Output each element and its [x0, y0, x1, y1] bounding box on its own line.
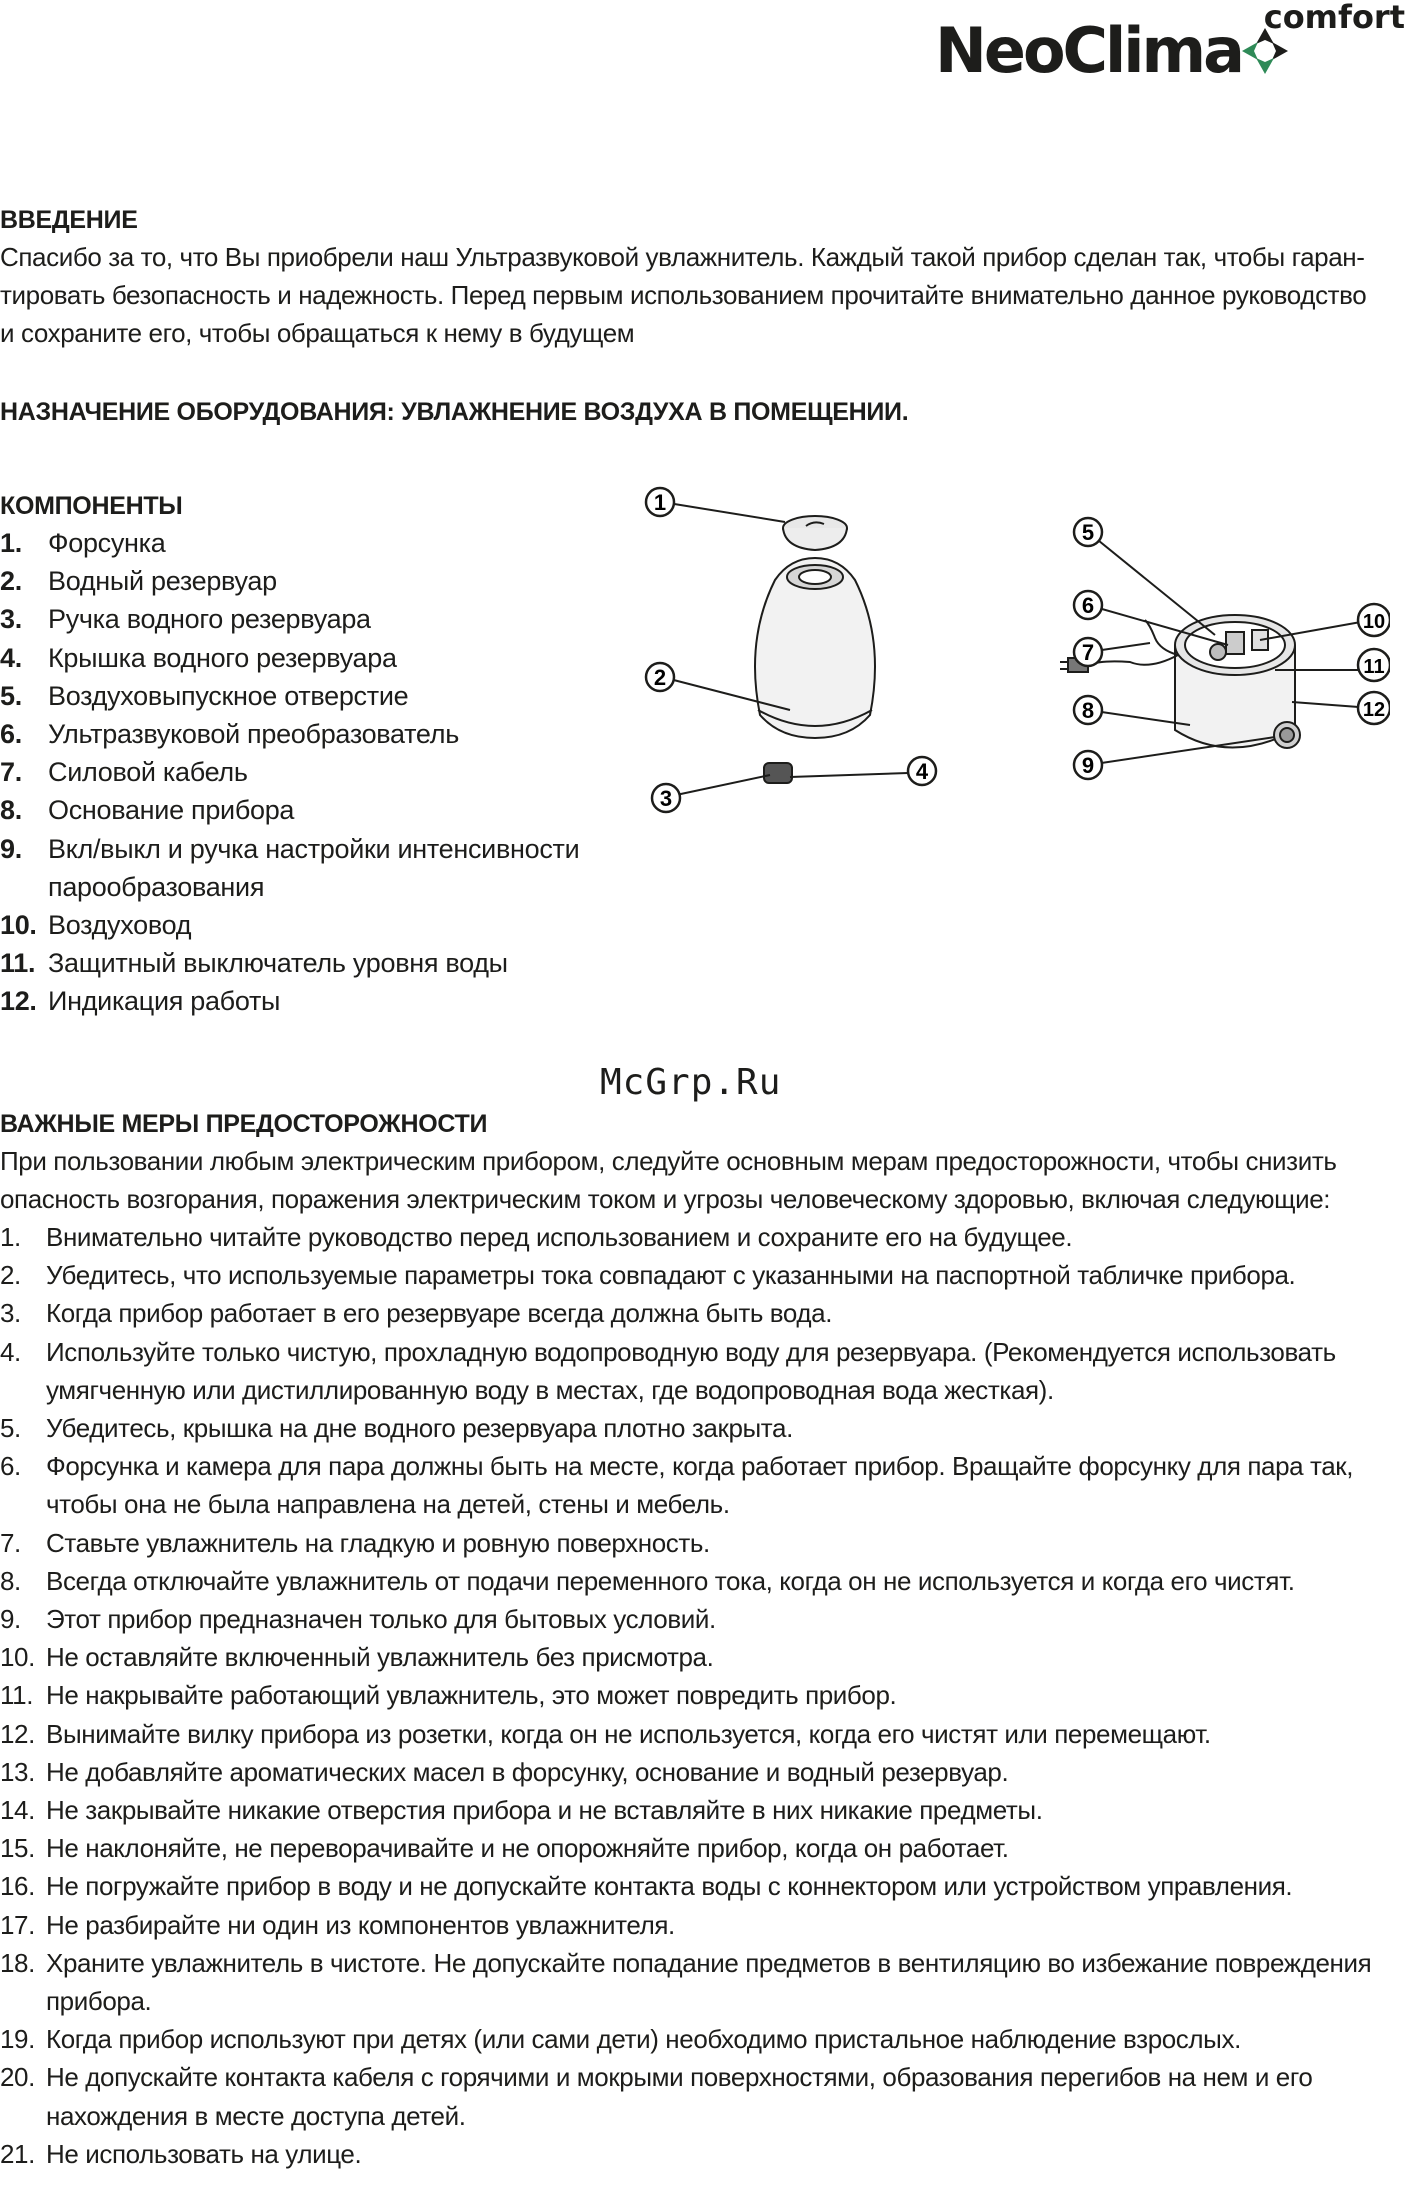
list-item: 14. Не закрывайте никакие отверстия прибора и не вставляйте в них никакие предметы. — [0, 1795, 1043, 1826]
svg-text:8: 8 — [1081, 698, 1095, 723]
svg-text:5: 5 — [1081, 520, 1095, 545]
list-item: 3. Ручка водного резервуара — [0, 604, 371, 635]
components-list — [0, 524, 600, 1021]
svg-text:10: 10 — [1362, 611, 1386, 633]
purpose-title: НАЗНАЧЕНИЕ ОБОРУДОВАНИЯ: УВЛАЖНЕНИЕ ВОЗДУХА В ПОМЕЩЕНИИ. — [0, 398, 909, 426]
list-item: 2. Убедитесь, что используемые параметры тока совпадают с указанными на паспортной табличке прибора. — [0, 1260, 1296, 1291]
watermark: McGrp.Ru — [600, 1062, 782, 1103]
svg-text:3: 3 — [659, 786, 673, 811]
callout-2 — [646, 663, 674, 691]
list-item: 5. Воздуховыпускное отверстие — [0, 680, 409, 711]
list-item: 10. Не оставляйте включенный увлажнитель без присмотра. — [0, 1642, 714, 1673]
list-item: 1. Внимательно читайте руководство перед использованием и сохраните его на будущее. — [0, 1222, 1073, 1252]
components-title: КОМПОНЕНТЫ — [0, 492, 183, 520]
precautions-intro-line: опасность возгорания, поражения электрическим током и угрозы человеческому здоровью, включая следующие: — [0, 1184, 1331, 1214]
brand-logo — [935, 0, 1405, 87]
list-item: 1. Форсунка — [0, 528, 166, 558]
svg-text:7: 7 — [1081, 640, 1095, 665]
list-item: 15. Не наклоняйте, не переворачивайте и не опорожняйте прибор, когда он работает. — [0, 1833, 1009, 1864]
callout-11 — [1358, 649, 1390, 681]
list-item: 11. Не накрывайте работающий увлажнитель, это может повредить прибор. — [0, 1680, 897, 1711]
list-item: 17. Не разбирайте ни один из компонентов увлажнителя. — [0, 1909, 675, 1940]
list-item: 21. Не использовать на улице. — [0, 2138, 362, 2169]
list-item: 9. Вкл/выкл и ручка настройки интенсивности парообразования — [0, 833, 580, 902]
svg-text:4: 4 — [915, 759, 929, 784]
list-item: 12. Индикация работы — [0, 986, 281, 1017]
humidifier-diagram — [630, 480, 1390, 840]
intro-line: тировать безопасность и надежность. Перед первым использованием прочитайте внимательно данное руководство — [0, 280, 1367, 310]
callout-3 — [652, 784, 680, 812]
intro-line: и сохраните его, чтобы обращаться к нему в будущем — [0, 318, 635, 348]
list-item: 4. Используйте только чистую, прохладную водопроводную воду для резервуара. (Рекомендуется использовать умягченную или дистиллированную воду в местах, где водопроводная вода жесткая). — [0, 1336, 1336, 1405]
callout-1 — [646, 488, 674, 516]
svg-text:9: 9 — [1081, 753, 1095, 778]
intro-title: ВВЕДЕНИЕ — [0, 206, 138, 234]
list-item: 4. Крышка водного резервуара — [0, 642, 397, 673]
list-item: 8. Основание прибора — [0, 795, 295, 826]
list-item: 9. Этот прибор предназначен только для бытовых условий. — [0, 1604, 716, 1635]
callout-9 — [1074, 751, 1102, 779]
list-item: 2. Водный резервуар — [0, 566, 277, 597]
list-item: 16. Не погружайте прибор в воду и не допускайте контакта воды с коннектором или устройством управления. — [0, 1871, 1293, 1902]
callout-6 — [1074, 591, 1102, 619]
list-item: 5. Убедитесь, крышка на дне водного резервуара плотно закрыта. — [0, 1413, 793, 1444]
list-item: 6. Форсунка и камера для пара должны быть на месте, когда работает прибор. Вращайте форсунку для пара так, чтобы она не была направлена на детей, стены и мебель. — [0, 1451, 1354, 1520]
callout-10 — [1358, 604, 1390, 636]
list-item: 8. Всегда отключайте увлажнитель от подачи переменного тока, когда он не используется и когда его чистят. — [0, 1565, 1295, 1596]
list-item: 19. Когда прибор используют при детях (или сами дети) необходимо пристальное наблюдение взрослых. — [0, 2024, 1241, 2055]
svg-text:2: 2 — [653, 665, 667, 690]
svg-text:1: 1 — [653, 490, 667, 515]
list-item: 10. Воздуховод — [0, 910, 192, 941]
list-item: 13. Не добавляйте ароматических масел в форсунку, основание и водный резервуар. — [0, 1756, 1009, 1787]
list-item: 11. Защитный выключатель уровня воды — [0, 948, 508, 979]
list-item: 12. Вынимайте вилку прибора из розетки, когда он не используется, когда его чистят или перемещают. — [0, 1718, 1211, 1749]
list-item: 3. Когда прибор работает в его резервуаре всегда должна быть вода. — [0, 1298, 833, 1329]
callout-4 — [908, 757, 936, 785]
purpose-section — [0, 394, 1400, 430]
svg-text:12: 12 — [1362, 699, 1386, 721]
brand-name: NeoClima — [935, 14, 1242, 87]
list-item: 6. Ультразвуковой преобразователь — [0, 719, 459, 750]
list-item: 20. Не допускайте контакта кабеля с горячими и мокрыми поверхностями, образования перегибов на нем и его нахождения в месте доступа детей. — [0, 2062, 1313, 2131]
callout-8 — [1074, 696, 1102, 724]
svg-text:11: 11 — [1363, 656, 1385, 678]
precautions-intro-line: При пользовании любым электрическим прибором, следуйте основным мерам предосторожности, чтобы снизить — [0, 1146, 1337, 1176]
components-section — [0, 488, 600, 1021]
list-item: 7. Ставьте увлажнитель на гладкую и ровную поверхность. — [0, 1527, 710, 1558]
list-item: 18. Храните увлажнитель в чистоте. Не допускайте попадание предметов в вентиляцию во избежание повреждения прибора. — [0, 1947, 1372, 2017]
callout-5 — [1074, 518, 1102, 546]
precautions-title: ВАЖНЫЕ МЕРЫ ПРЕДОСТОРОЖНОСТИ — [0, 1110, 488, 1138]
precautions-list — [0, 1218, 1400, 2173]
precautions-section — [0, 1106, 1400, 2173]
callout-12 — [1358, 692, 1390, 724]
list-item: 7. Силовой кабель — [0, 757, 248, 788]
svg-text:6: 6 — [1081, 593, 1095, 618]
callout-7 — [1074, 638, 1102, 666]
brand-tagline: comfort — [1263, 0, 1405, 36]
intro-section — [0, 202, 1400, 352]
intro-line: Спасибо за то, что Вы приобрели наш Ультразвуковой увлажнитель. Каждый такой прибор сделан так, чтобы гаран- — [0, 242, 1365, 272]
